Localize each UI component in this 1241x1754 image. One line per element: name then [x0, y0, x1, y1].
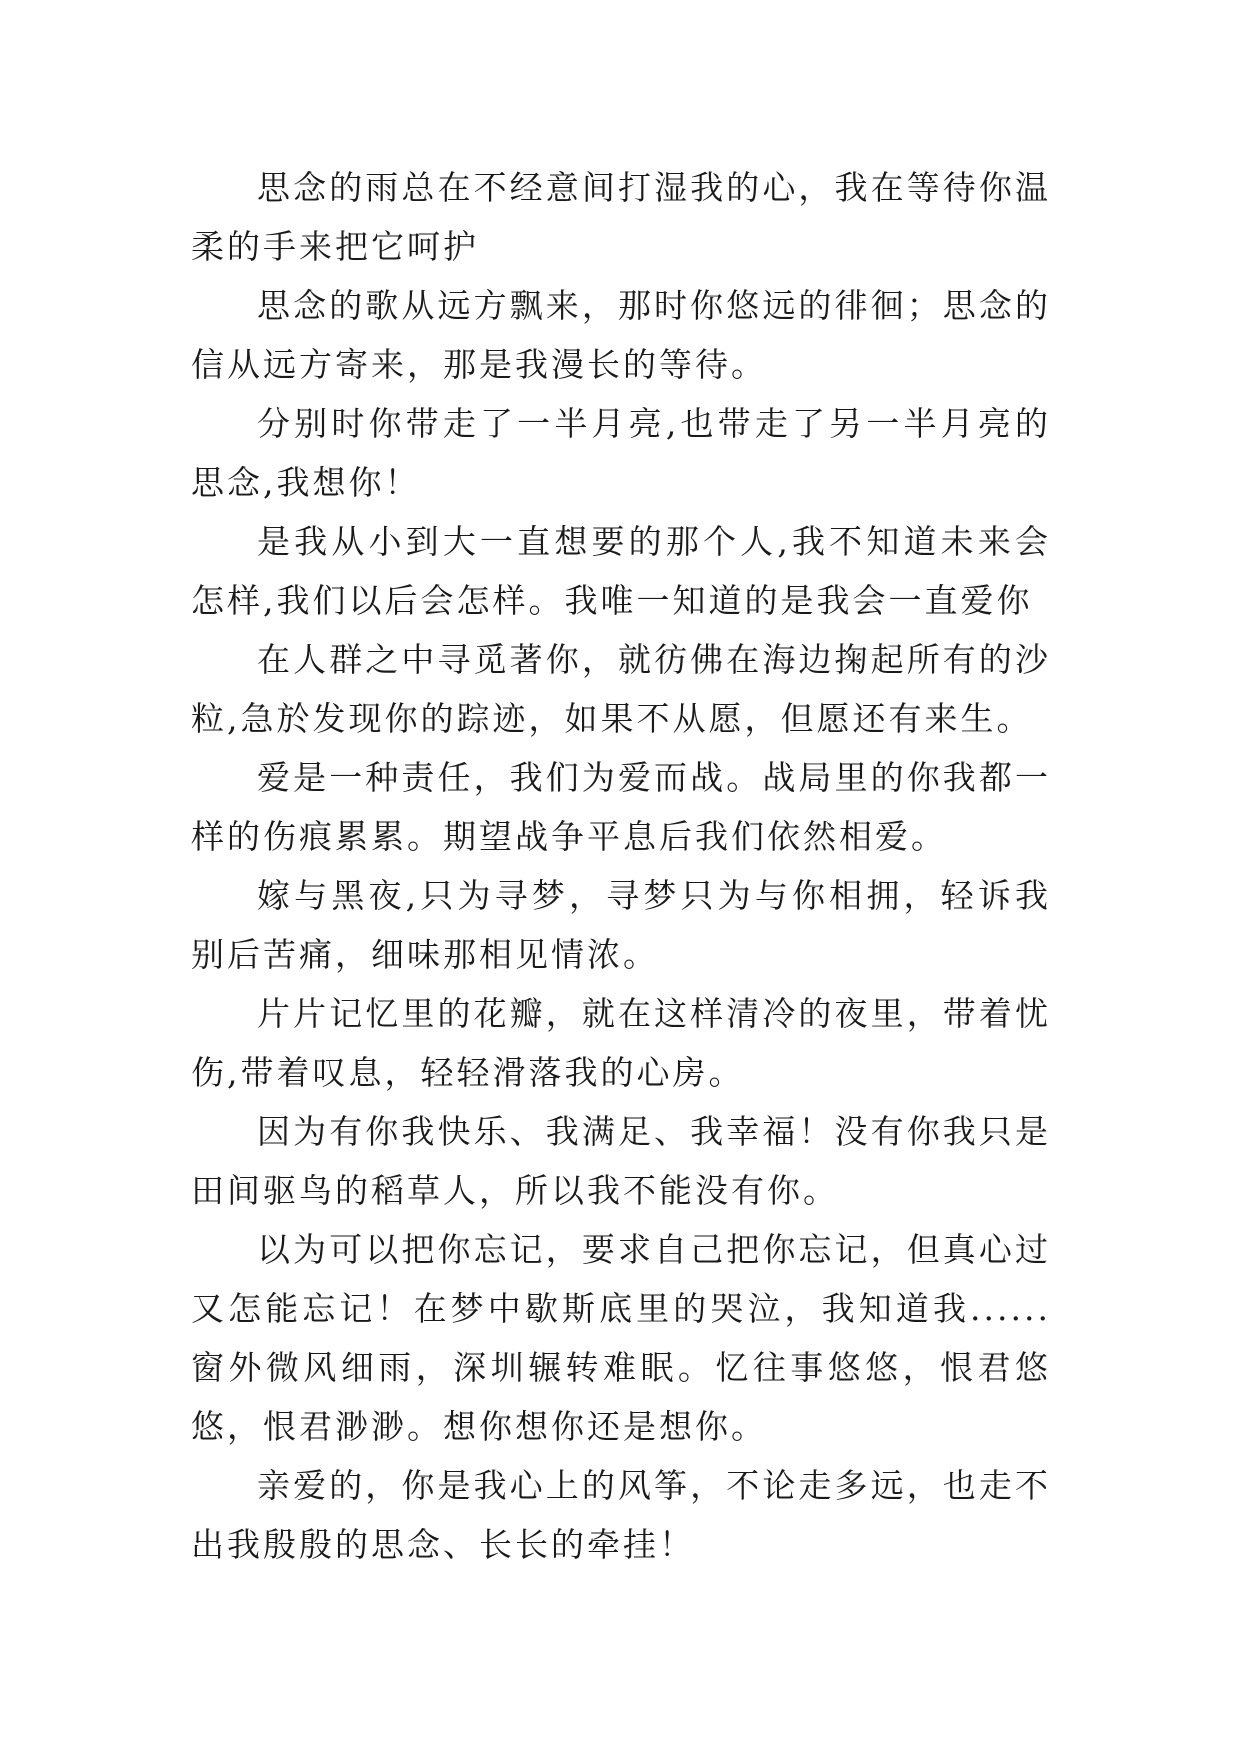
paragraph-1: 思念的雨总在不经意间打湿我的心，我在等待你温柔的手来把它呵护 [191, 168, 1051, 266]
paragraph-10: 以为可以把你忘记，要求自己把你忘记，但真心过又怎能忘记！在梦中歇斯底里的哭泣，我知道我......窗外微风细雨，深圳辗转难眠。忆往事悠悠，恨君悠悠，恨君渺渺。想你想你还是想你。 [191, 1230, 1051, 1446]
paragraph-2: 思念的歌从远方飘来，那时你悠远的徘徊；思念的信从远方寄来，那是我漫长的等待。 [191, 286, 1051, 384]
paragraph-3: 分别时你带走了一半月亮,也带走了另一半月亮的思念,我想你！ [191, 404, 1051, 502]
paragraph-8: 片片记忆里的花瓣，就在这样清冷的夜里，带着忧伤,带着叹息，轻轻滑落我的心房。 [191, 994, 1051, 1092]
paragraph-4: 是我从小到大一直想要的那个人,我不知道未来会怎样,我们以后会怎样。我唯一知道的是我会一直爱你 [191, 522, 1051, 620]
document-body [191, 158, 1051, 1574]
paragraph-6: 爱是一种责任，我们为爱而战。战局里的你我都一样的伤痕累累。期望战争平息后我们依然相爱。 [191, 758, 1051, 856]
paragraph-5: 在人群之中寻觅著你，就彷佛在海边掬起所有的沙粒,急於发现你的踪迹，如果不从愿，但愿还有来生。 [191, 640, 1051, 738]
paragraph-11: 亲爱的，你是我心上的风筝，不论走多远，也走不出我殷殷的思念、长长的牵挂！ [191, 1466, 1051, 1564]
paragraph-9: 因为有你我快乐、我满足、我幸福！没有你我只是田间驱鸟的稻草人，所以我不能没有你。 [191, 1112, 1051, 1210]
paragraph-7: 嫁与黑夜,只为寻梦，寻梦只为与你相拥，轻诉我别后苦痛，细味那相见情浓。 [191, 876, 1051, 974]
